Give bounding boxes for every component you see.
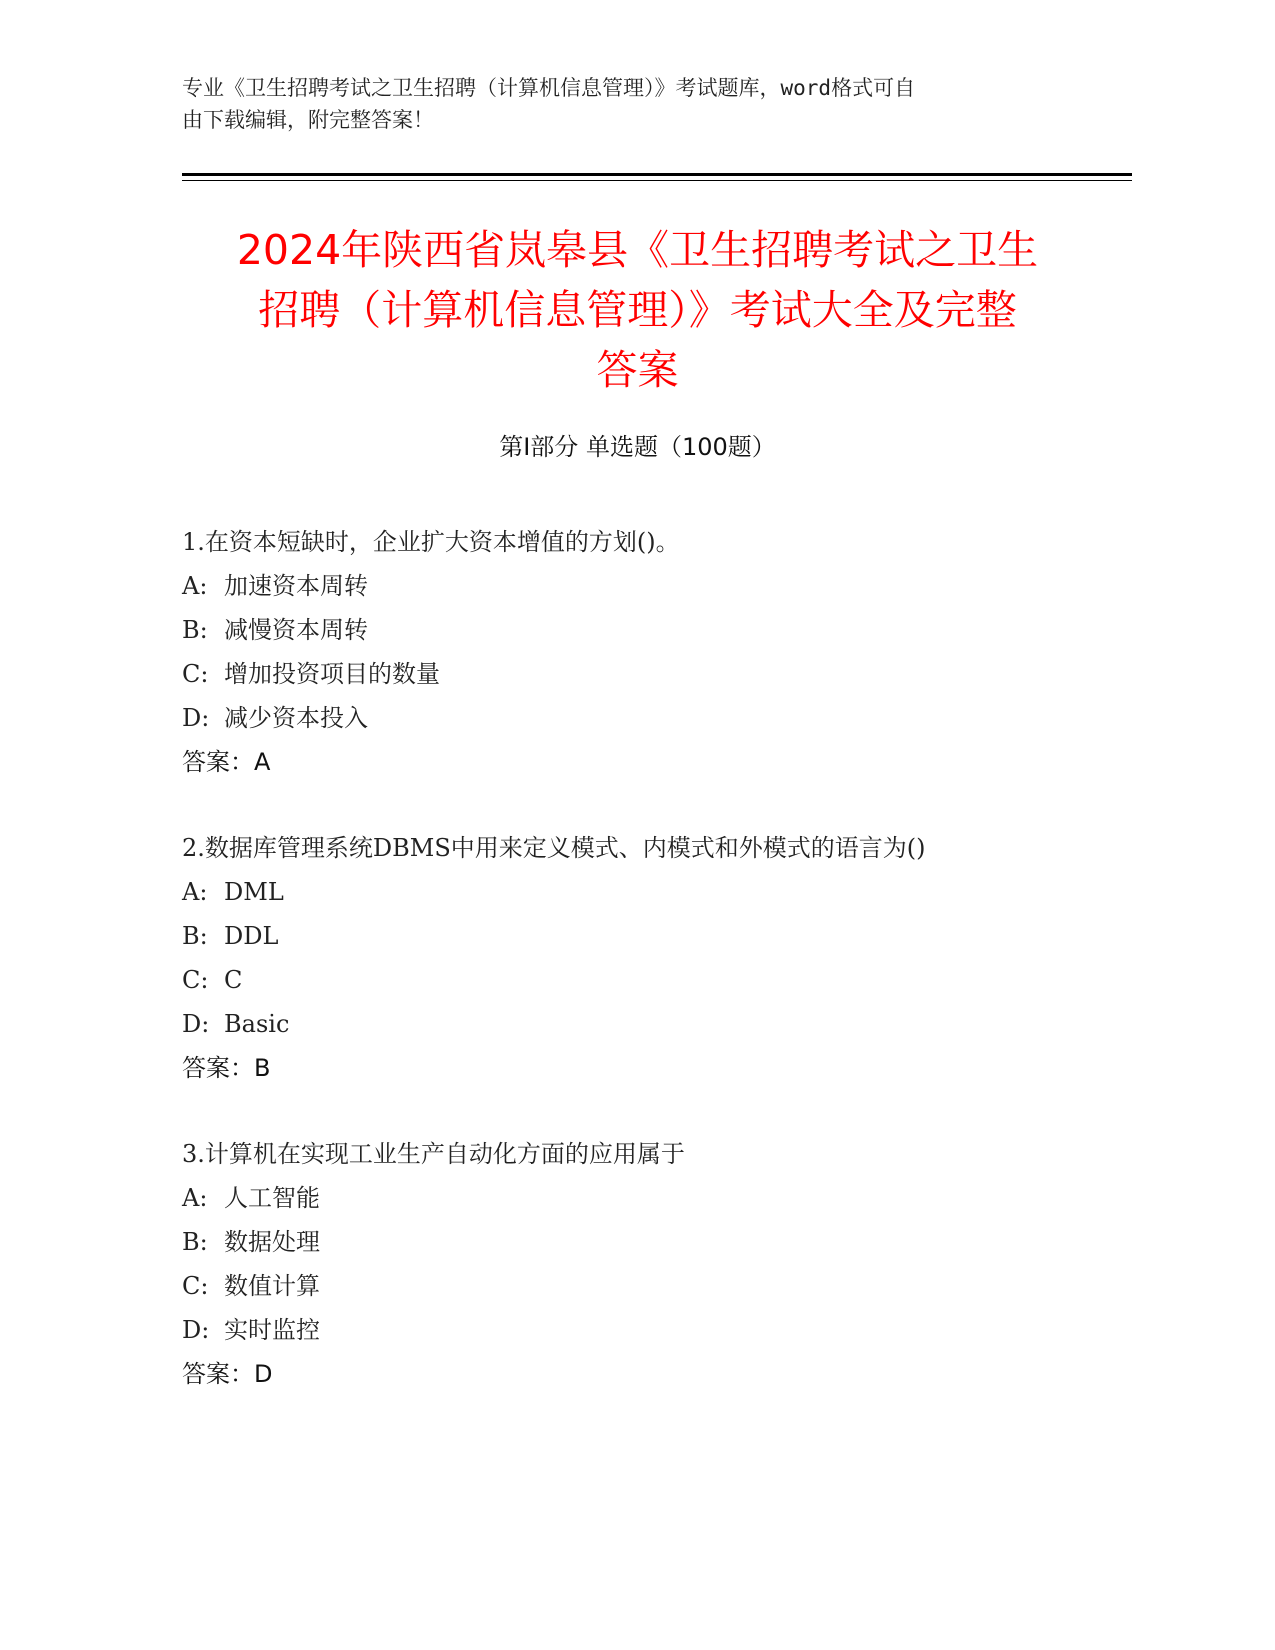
document-title <box>150 220 1125 400</box>
option-key: D: <box>182 704 210 732</box>
option-c <box>182 1264 1112 1308</box>
option-c <box>182 958 1112 1002</box>
option-b <box>182 914 1112 958</box>
option-text: C <box>224 966 243 994</box>
answer-line: 答案：B <box>182 1054 271 1082</box>
option-a <box>182 564 1112 608</box>
option-text: 减慢资本周转 <box>224 616 368 644</box>
option-a <box>182 870 1112 914</box>
question-stem: 3.计算机在实现工业生产自动化方面的应用属于 <box>182 1140 685 1168</box>
question-list <box>182 520 1112 1438</box>
question-stem: 2.数据库管理系统DBMS中用来定义模式、内模式和外模式的语言为() <box>182 834 926 862</box>
option-d <box>182 696 1112 740</box>
option-d <box>182 1308 1112 1352</box>
option-text: 实时监控 <box>224 1316 320 1344</box>
option-key: D: <box>182 1316 210 1344</box>
option-c <box>182 652 1112 696</box>
option-text: 人工智能 <box>224 1184 320 1212</box>
question-item <box>182 826 1112 1090</box>
option-b <box>182 608 1112 652</box>
header-note-line-1: 专业《卫生招聘考试之卫生招聘（计算机信息管理）》考试题库，word格式可自 <box>182 76 916 100</box>
answer-line: 答案：D <box>182 1360 273 1388</box>
option-d <box>182 1002 1112 1046</box>
option-key: C: <box>182 966 209 994</box>
option-text: DDL <box>224 922 279 950</box>
question-item <box>182 1132 1112 1396</box>
option-key: B: <box>182 922 208 950</box>
question-item <box>182 520 1112 784</box>
option-text: Basic <box>224 1010 290 1038</box>
option-key: A: <box>182 878 208 906</box>
document-title-line-1: 2024年陕西省岚皋县《卫生招聘考试之卫生 <box>236 226 1039 274</box>
option-text: DML <box>224 878 284 906</box>
option-a <box>182 1176 1112 1220</box>
option-text: 数据处理 <box>224 1228 320 1256</box>
header-note <box>182 72 1042 136</box>
section-heading: 第Ⅰ部分 单选题（100题） <box>499 433 776 461</box>
header-divider-thin <box>182 180 1132 181</box>
option-key: D: <box>182 1010 210 1038</box>
option-key: A: <box>182 572 208 600</box>
header-divider-thick <box>182 173 1132 176</box>
question-stem: 1.在资本短缺时，企业扩大资本增值的方划()。 <box>182 528 680 556</box>
option-b <box>182 1220 1112 1264</box>
option-key: B: <box>182 616 208 644</box>
document-title-line-3: 答案 <box>596 346 679 394</box>
option-text: 加速资本周转 <box>224 572 368 600</box>
option-text: 减少资本投入 <box>224 704 368 732</box>
option-key: C: <box>182 660 209 688</box>
option-key: A: <box>182 1184 208 1212</box>
option-key: B: <box>182 1228 208 1256</box>
option-key: C: <box>182 1272 209 1300</box>
option-text: 增加投资项目的数量 <box>224 660 440 688</box>
header-note-line-2: 由下载编辑，附完整答案！ <box>182 108 434 132</box>
option-text: 数值计算 <box>224 1272 320 1300</box>
document-title-line-2: 招聘（计算机信息管理）》考试大全及完整 <box>258 286 1017 334</box>
answer-line: 答案：A <box>182 748 271 776</box>
